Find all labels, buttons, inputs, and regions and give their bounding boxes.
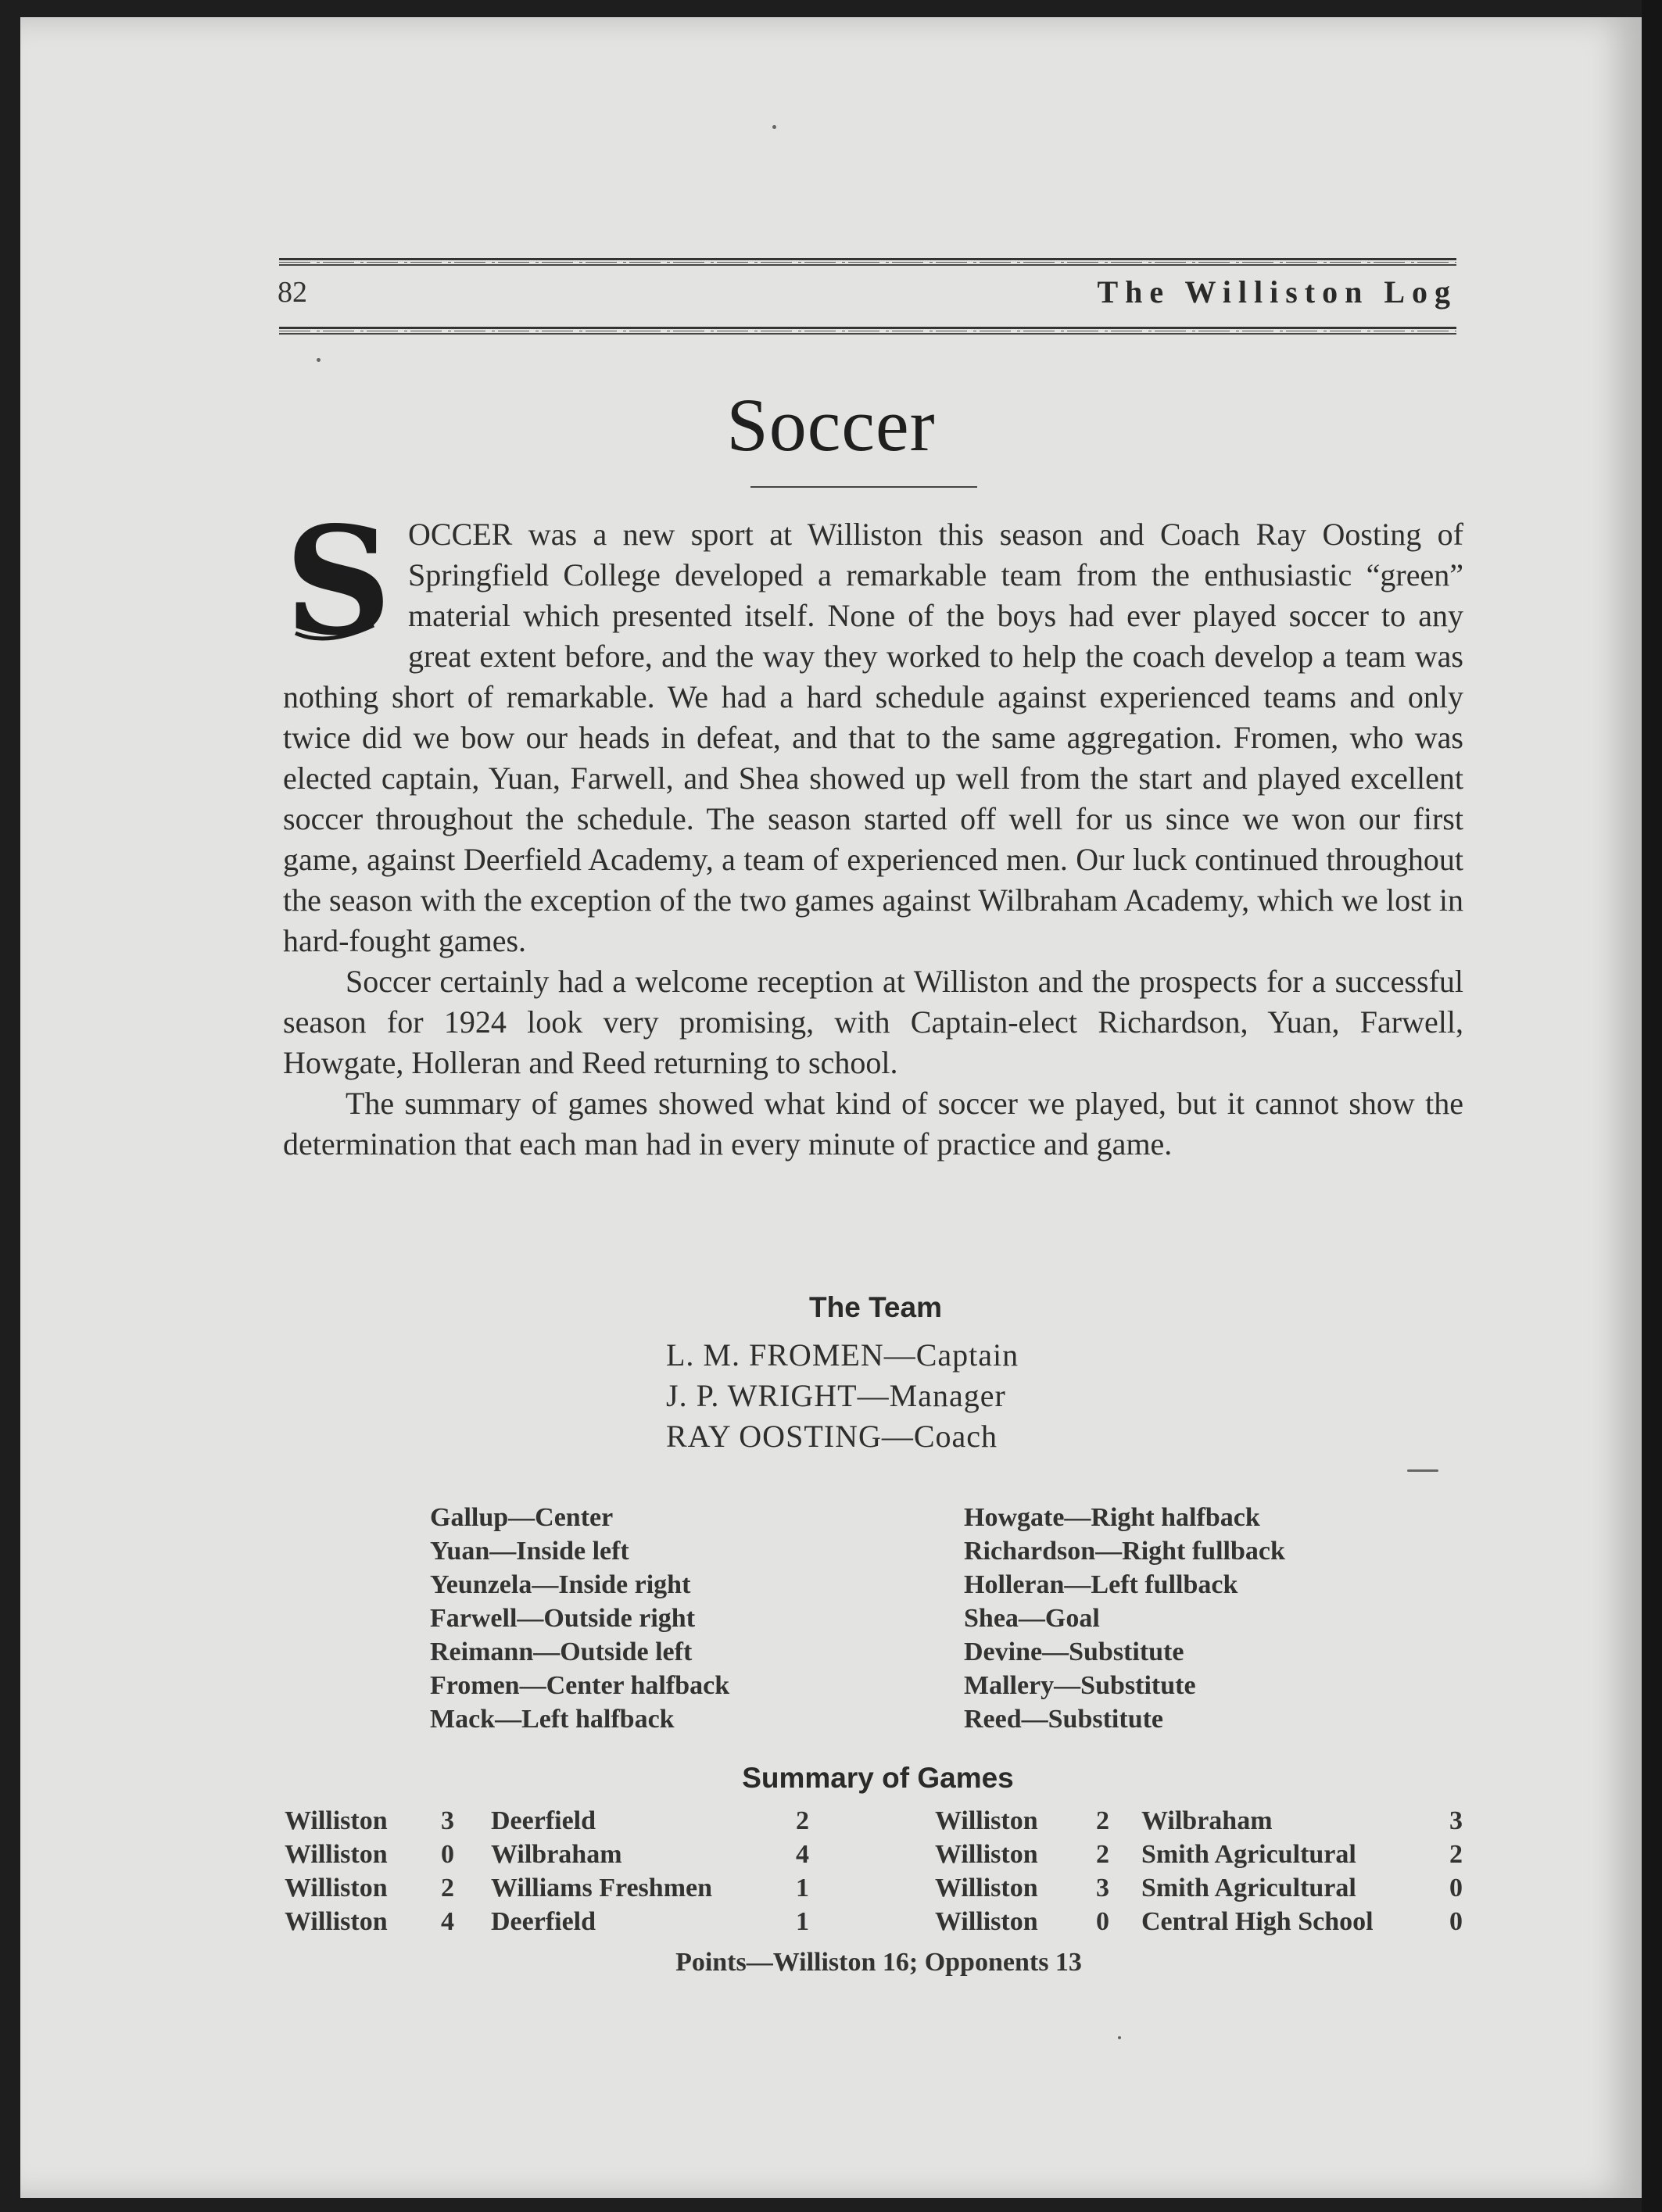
page-speck bbox=[317, 358, 321, 362]
roster-item: Fromen—Center halfback bbox=[430, 1671, 730, 1700]
paragraph: Soccer certainly had a welcome reception at Williston and the prospects for a successful season for 1924 look very promising, with Captain-elect Richardson, Yuan, Farwell, Howgate, Holleran and Reed returning to school. bbox=[283, 964, 1463, 1080]
opponent-name: Williams Freshmen bbox=[491, 1873, 713, 1902]
article-body bbox=[283, 514, 1463, 1165]
team-name: Williston bbox=[935, 1806, 1038, 1835]
game-row bbox=[935, 1905, 1463, 1938]
roster-item: Farwell—Outside right bbox=[430, 1604, 696, 1633]
page-number: 82 bbox=[278, 276, 307, 309]
game-row bbox=[285, 1838, 809, 1871]
roster-item: Reed—Substitute bbox=[964, 1705, 1164, 1734]
game-row bbox=[285, 1871, 809, 1905]
paragraph: OCCER was a new sport at Williston this season and Coach Ray Oosting of Springfield College developed a remarkable team from the enthusiastic “green” material which presented itself. None of the boys had ever played soccer to any great extent before, and the way they worked to help the coach develop a team was nothing short of remarkable. We had a hard schedule against experienced teams and only twice did we bow our heads in defeat, and that to the same aggregation. Fromen, who was elected captain, Yuan, Farwell, and Shea showed up well from the start and played excellent soccer throughout the schedule. The season started off well for us since we won our first game, against Deerfield Academy, a team of experienced men. Our luck continued throughout the season with the exception of the two games against Wilbraham Academy, which we lost in hard-fought games. bbox=[283, 517, 1463, 958]
running-title: The Williston Log bbox=[1097, 274, 1457, 310]
roster-item: Mack—Left halfback bbox=[430, 1705, 675, 1734]
opponent-name: Central High School bbox=[1141, 1906, 1374, 1936]
roster-item: Devine—Substitute bbox=[964, 1638, 1184, 1666]
opponent-score: 4 bbox=[796, 1839, 809, 1869]
team-score: 0 bbox=[1096, 1906, 1109, 1936]
team-score: 0 bbox=[441, 1839, 454, 1869]
opponent-name: Wilbraham bbox=[1141, 1806, 1273, 1835]
svg-text:S: S bbox=[285, 516, 392, 649]
opponent-name: Smith Agricultural bbox=[1141, 1873, 1356, 1902]
team-name: Williston bbox=[935, 1873, 1038, 1902]
roster-left-column bbox=[430, 1501, 729, 1736]
paragraph: The summary of games showed what kind of soccer we played, but it cannot show the determination that each man had in every minute of practice and game. bbox=[283, 1086, 1463, 1161]
roster-item: Richardson—Right fullback bbox=[964, 1537, 1285, 1566]
title-underline bbox=[750, 486, 977, 488]
opponent-score: 1 bbox=[796, 1873, 809, 1902]
officer-manager: J. P. WRIGHT—Manager bbox=[666, 1378, 1006, 1413]
page-speck bbox=[1407, 1469, 1438, 1472]
article-title: Soccer bbox=[726, 383, 936, 467]
roster-item: Holleran—Left fullback bbox=[964, 1570, 1238, 1599]
game-row bbox=[285, 1905, 809, 1938]
team-score: 4 bbox=[441, 1906, 454, 1936]
game-row bbox=[935, 1804, 1463, 1838]
roster-item: Yuan—Inside left bbox=[430, 1537, 629, 1566]
summary-heading: Summary of Games bbox=[742, 1762, 1014, 1794]
opponent-score: 3 bbox=[1449, 1806, 1463, 1835]
opponent-score: 2 bbox=[1449, 1839, 1463, 1869]
opponent-score: 1 bbox=[796, 1906, 809, 1936]
team-officers bbox=[666, 1335, 1019, 1457]
team-name: Williston bbox=[935, 1839, 1038, 1869]
header-rule-top bbox=[279, 258, 1456, 266]
team-heading: The Team bbox=[809, 1291, 942, 1323]
game-row bbox=[935, 1871, 1463, 1905]
roster-item: Yeunzela—Inside right bbox=[430, 1570, 691, 1599]
team-score: 3 bbox=[1096, 1873, 1109, 1902]
roster-item: Gallup—Center bbox=[430, 1503, 614, 1532]
roster-right-column bbox=[964, 1501, 1285, 1736]
team-score: 2 bbox=[1096, 1839, 1109, 1869]
header-rule-bottom bbox=[279, 327, 1456, 335]
page-edge-shadow bbox=[1642, 0, 1662, 2212]
page-speck bbox=[1118, 2036, 1121, 2039]
opponent-score: 0 bbox=[1449, 1873, 1463, 1902]
opponent-score: 0 bbox=[1449, 1906, 1463, 1936]
team-score: 2 bbox=[1096, 1806, 1109, 1835]
opponent-score: 2 bbox=[796, 1806, 809, 1835]
roster-item: Mallery—Substitute bbox=[964, 1671, 1196, 1700]
team-name: Williston bbox=[285, 1806, 388, 1835]
opponent-name: Deerfield bbox=[491, 1906, 596, 1936]
team-score: 2 bbox=[441, 1873, 454, 1902]
team-name: Williston bbox=[285, 1906, 388, 1936]
games-table-right bbox=[935, 1804, 1463, 1938]
team-name: Williston bbox=[285, 1873, 388, 1902]
team-name: Williston bbox=[285, 1839, 388, 1869]
officer-coach: RAY OOSTING—Coach bbox=[666, 1419, 998, 1454]
opponent-name: Wilbraham bbox=[491, 1839, 622, 1869]
roster-item: Howgate—Right halfback bbox=[964, 1503, 1260, 1532]
game-row bbox=[285, 1804, 809, 1838]
opponent-name: Deerfield bbox=[491, 1806, 596, 1835]
roster-item: Shea—Goal bbox=[964, 1604, 1100, 1633]
game-row bbox=[935, 1838, 1463, 1871]
page-speck bbox=[772, 125, 776, 129]
games-table-left bbox=[285, 1804, 809, 1938]
team-score: 3 bbox=[441, 1806, 454, 1835]
team-name: Williston bbox=[935, 1906, 1038, 1936]
points-total: Points—Williston 16; Opponents 13 bbox=[675, 1948, 1082, 1977]
roster-item: Reimann—Outside left bbox=[430, 1638, 693, 1666]
officer-captain: L. M. FROMEN—Captain bbox=[666, 1337, 1019, 1373]
opponent-name: Smith Agricultural bbox=[1141, 1839, 1356, 1869]
